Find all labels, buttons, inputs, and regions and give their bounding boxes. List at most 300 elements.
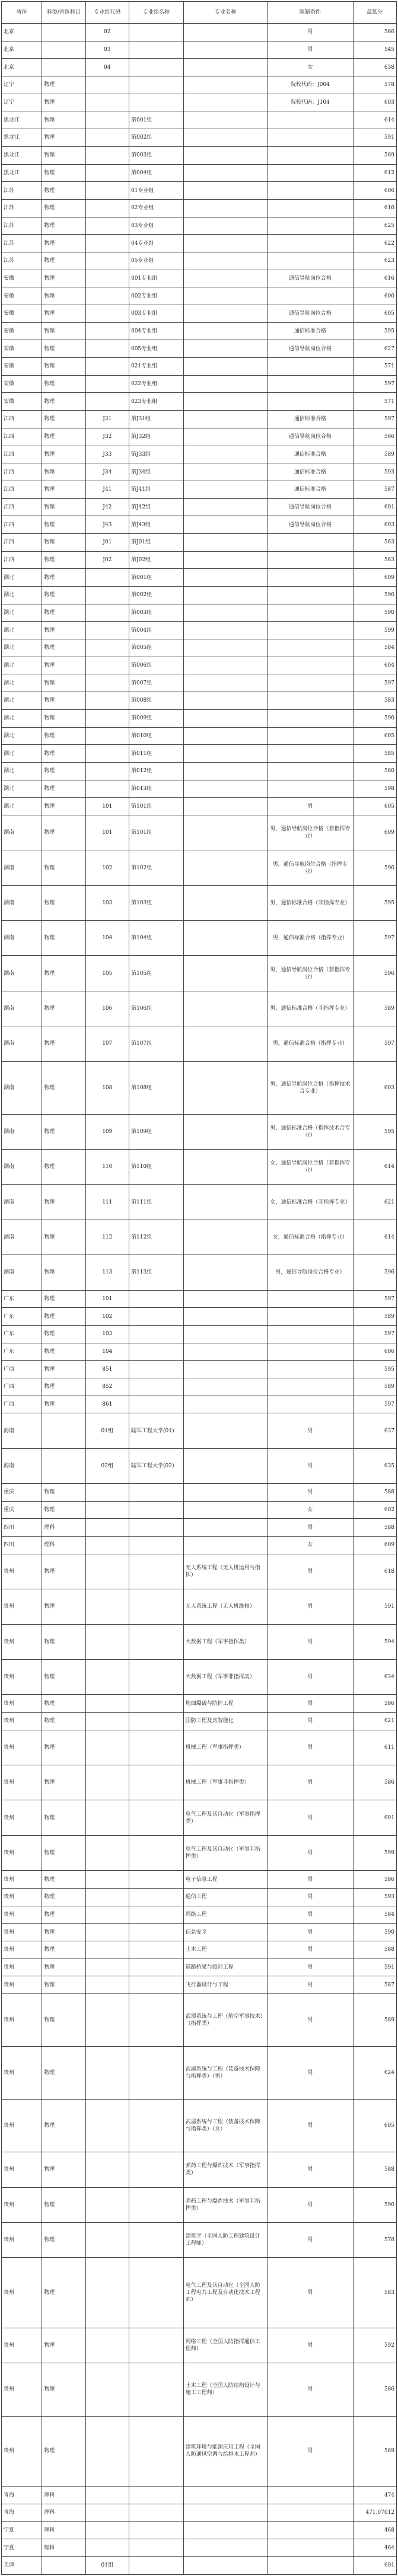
table-row [2, 1396, 397, 1413]
table-row [2, 1537, 397, 1554]
table-row [2, 94, 397, 111]
table-row [2, 551, 397, 569]
cell-group-name [129, 1519, 183, 1537]
cell-major-name: 网络工程 [183, 1906, 268, 1924]
cell-province: 海南 [2, 1448, 42, 1483]
cell-min-score: 590 [353, 604, 396, 622]
cell-subject: 物理 [42, 1378, 85, 1396]
table-row [2, 798, 397, 815]
table-row [2, 2363, 397, 2416]
cell-province: 贵州 [2, 1695, 42, 1713]
cell-group-code: 107 [85, 1026, 129, 1061]
cell-major-name [183, 727, 268, 745]
cell-min-score: 588 [353, 1941, 396, 1959]
cell-group-name: 第010组 [129, 727, 183, 745]
table-row [2, 2504, 397, 2521]
cell-group-name [129, 2539, 183, 2557]
cell-subject: 物理 [42, 727, 85, 745]
cell-province: 贵州 [2, 2152, 42, 2187]
cell-group-name: 第110组 [129, 1150, 183, 1185]
cell-restriction [268, 146, 353, 164]
cell-subject: 物理 [42, 375, 85, 393]
cell-major-name [183, 375, 268, 393]
cell-group-name [129, 1994, 183, 2047]
cell-province: 湖北 [2, 709, 42, 727]
table-row [2, 2328, 397, 2363]
table-row [2, 587, 397, 604]
cell-group-name: 第J32组 [129, 428, 183, 446]
table-row [2, 252, 397, 270]
cell-subject: 物理 [42, 2152, 85, 2187]
cell-subject: 物理 [42, 111, 85, 129]
cell-restriction [268, 657, 353, 674]
cell-min-score: 596 [353, 850, 396, 885]
cell-group-code [85, 709, 129, 727]
cell-group-code: 106 [85, 991, 129, 1026]
cell-group-name: 第J33组 [129, 446, 183, 463]
cell-restriction [268, 235, 353, 252]
cell-subject: 物理 [42, 850, 85, 885]
cell-province: 贵州 [2, 2363, 42, 2416]
cell-group-code [85, 1959, 129, 1976]
cell-province: 湖北 [2, 745, 42, 763]
cell-group-code: 04 [85, 59, 129, 76]
cell-subject: 物理 [42, 146, 85, 164]
cell-group-name [129, 1924, 183, 1941]
cell-subject: 物理 [42, 1906, 85, 1924]
cell-province: 贵州 [2, 2416, 42, 2487]
cell-group-code [85, 1501, 129, 1519]
cell-group-code [85, 1994, 129, 2047]
cell-restriction: 男 [268, 1484, 353, 1502]
table-row [2, 1695, 397, 1713]
cell-min-score: 563 [353, 533, 396, 551]
cell-major-name [183, 587, 268, 604]
cell-subject: 物理 [42, 1554, 85, 1589]
cell-subject: 物理 [42, 1589, 85, 1624]
cell-province: 贵州 [2, 1906, 42, 1924]
cell-major-name [183, 463, 268, 481]
cell-province: 贵州 [2, 2258, 42, 2328]
cell-restriction: 女 [268, 1537, 353, 1554]
table-row [2, 1554, 397, 1589]
cell-group-name: 023专业组 [129, 393, 183, 411]
cell-subject: 物理 [42, 1976, 85, 1994]
cell-province: 贵州 [2, 1624, 42, 1659]
cell-major-name [183, 2487, 268, 2504]
cell-province: 广东 [2, 1325, 42, 1343]
cell-group-name: 陆军工程大学(02) [129, 1448, 183, 1483]
cell-major-name: 机械工程（军事非指挥类） [183, 1765, 268, 1800]
table-row [2, 164, 397, 182]
cell-group-code: J33 [85, 446, 129, 463]
cell-subject: 物理 [42, 1959, 85, 1976]
table-row [2, 622, 397, 639]
table-row [2, 1026, 397, 1061]
cell-group-name: 第J31组 [129, 411, 183, 428]
cell-group-name: 第008组 [129, 692, 183, 710]
cell-restriction: 男 [268, 1959, 353, 1976]
cell-restriction: 男 [268, 1448, 353, 1483]
cell-major-name [183, 59, 268, 76]
cell-major-name: 弹药工程与爆炸技术（军事非指挥类） [183, 2187, 268, 2222]
cell-min-score: 566 [353, 428, 396, 446]
cell-group-name [129, 2521, 183, 2539]
cell-min-score: 614 [353, 1150, 396, 1185]
table-row [2, 1343, 397, 1361]
cell-restriction: 男，通信标准合格（指挥专业） [268, 921, 353, 956]
cell-min-score: 616 [353, 270, 396, 287]
table-row [2, 1906, 397, 1924]
cell-group-code [85, 358, 129, 376]
cell-subject: 物理 [42, 1325, 85, 1343]
cell-subject: 物理 [42, 129, 85, 147]
cell-subject: 物理 [42, 604, 85, 622]
cell-min-score: 621 [353, 1185, 396, 1220]
cell-restriction: 男，通信导航岗位合格（指挥专业） [268, 850, 353, 885]
cell-restriction: 通信标准合格 [268, 411, 353, 428]
cell-restriction [268, 2557, 353, 2575]
cell-subject: 理科 [42, 2539, 85, 2557]
cell-group-name [129, 1888, 183, 1906]
cell-major-name [183, 2557, 268, 2575]
cell-major-name [183, 516, 268, 534]
cell-major-name [183, 428, 268, 446]
cell-province: 广东 [2, 1343, 42, 1361]
cell-group-code: J34 [85, 463, 129, 481]
cell-group-code [85, 780, 129, 798]
cell-major-name [183, 287, 268, 305]
table-row [2, 41, 397, 59]
cell-major-name [183, 762, 268, 780]
cell-major-name [183, 815, 268, 850]
cell-subject [42, 59, 85, 76]
cell-min-score: 634 [353, 1659, 396, 1694]
cell-min-score: 625 [353, 217, 396, 235]
cell-restriction: 院校代码：J104 [268, 94, 353, 111]
cell-subject [42, 1413, 85, 1448]
cell-subject: 物理 [42, 2222, 85, 2257]
cell-province: 重庆 [2, 1501, 42, 1519]
cell-major-name [183, 1061, 268, 1114]
cell-province: 辽宁 [2, 94, 42, 111]
cell-group-code [85, 393, 129, 411]
cell-restriction: 男 [268, 1835, 353, 1870]
cell-min-score: 596 [353, 1255, 396, 1290]
cell-group-code: 103 [85, 885, 129, 920]
cell-major-name [183, 41, 268, 59]
cell-group-code [85, 1800, 129, 1835]
cell-major-name [183, 1114, 268, 1149]
table-row [2, 516, 397, 534]
cell-group-name [129, 2363, 183, 2416]
cell-province: 北京 [2, 59, 42, 76]
cell-province: 宁夏 [2, 2539, 42, 2557]
cell-group-name [129, 2152, 183, 2187]
cell-subject: 物理 [42, 252, 85, 270]
table-row [2, 235, 397, 252]
cell-province: 湖北 [2, 639, 42, 657]
cell-min-score: 603 [353, 94, 396, 111]
cell-major-name [183, 551, 268, 569]
cell-min-score: 596 [353, 956, 396, 991]
cell-restriction [268, 358, 353, 376]
cell-group-name [129, 2328, 183, 2363]
cell-major-name [183, 657, 268, 674]
table-row [2, 1976, 397, 1994]
cell-group-code [85, 76, 129, 94]
cell-group-code [85, 199, 129, 217]
cell-province: 江西 [2, 498, 42, 516]
cell-group-name [129, 1765, 183, 1800]
cell-restriction [268, 674, 353, 692]
cell-group-name: 第104组 [129, 921, 183, 956]
cell-major-name: 土木工程（全国人防结构设计与施工工程师） [183, 2363, 268, 2416]
cell-group-code [85, 1924, 129, 1941]
cell-province: 江西 [2, 516, 42, 534]
cell-major-name [183, 358, 268, 376]
table-row [2, 199, 397, 217]
table-row [2, 885, 397, 920]
table-row [2, 762, 397, 780]
cell-group-name: 005专业组 [129, 340, 183, 358]
cell-restriction: 男 [268, 1800, 353, 1835]
table-row [2, 287, 397, 305]
cell-major-name [183, 111, 268, 129]
cell-group-code [85, 2487, 129, 2504]
cell-major-name: 大数据工程（军事指挥类） [183, 1624, 268, 1659]
cell-subject: 物理 [42, 340, 85, 358]
table-row [2, 322, 397, 340]
cell-province: 安徽 [2, 305, 42, 323]
cell-group-name [129, 2487, 183, 2504]
cell-group-code [85, 1695, 129, 1713]
cell-group-code [85, 1906, 129, 1924]
cell-min-score: 566 [353, 24, 396, 41]
cell-major-name [183, 533, 268, 551]
cell-subject: 物理 [42, 446, 85, 463]
table-row [2, 270, 397, 287]
cell-province: 江西 [2, 481, 42, 498]
cell-subject: 物理 [42, 1484, 85, 1502]
cell-min-score: 627 [353, 340, 396, 358]
cell-subject [42, 41, 85, 59]
cell-province: 江西 [2, 411, 42, 428]
cell-province: 湖南 [2, 1185, 42, 1220]
cell-group-name: 第013组 [129, 780, 183, 798]
table-row [2, 1924, 397, 1941]
cell-group-name [129, 2047, 183, 2100]
cell-group-name: 第003组 [129, 604, 183, 622]
cell-min-score: 571 [353, 393, 396, 411]
cell-restriction [268, 375, 353, 393]
cell-province: 贵州 [2, 1713, 42, 1730]
cell-subject: 物理 [42, 393, 85, 411]
cell-restriction: 女 [268, 59, 353, 76]
cell-major-name [183, 1361, 268, 1378]
cell-min-score: 589 [353, 1378, 396, 1396]
cell-group-name [129, 1941, 183, 1959]
cell-group-name: 022专业组 [129, 375, 183, 393]
cell-min-score: 609 [353, 815, 396, 850]
cell-major-name [183, 1026, 268, 1061]
cell-group-name [129, 1290, 183, 1308]
cell-major-name [183, 498, 268, 516]
cell-major-name [183, 129, 268, 147]
cell-group-name: 陆军工程大学(01) [129, 1413, 183, 1448]
cell-group-name: 第005组 [129, 639, 183, 657]
cell-restriction: 女 [268, 1501, 353, 1519]
cell-group-code: 110 [85, 1150, 129, 1185]
cell-province: 安徽 [2, 287, 42, 305]
cell-major-name: 飞行器设计与工程 [183, 1976, 268, 1994]
cell-major-name [183, 1255, 268, 1290]
cell-min-score: 593 [353, 463, 396, 481]
cell-major-name [183, 1290, 268, 1308]
cell-major-name [183, 921, 268, 956]
cell-province: 贵州 [2, 1924, 42, 1941]
cell-subject: 物理 [42, 1713, 85, 1730]
cell-subject: 物理 [42, 1765, 85, 1800]
cell-subject: 理科 [42, 1537, 85, 1554]
cell-group-code [85, 2521, 129, 2539]
table-row [2, 481, 397, 498]
cell-group-name [129, 1624, 183, 1659]
cell-min-score: 594 [353, 1624, 396, 1659]
cell-subject: 物理 [42, 551, 85, 569]
cell-restriction: 男，通信导航岗位合格（非指挥专业） [268, 815, 353, 850]
cell-group-name: 第J42组 [129, 498, 183, 516]
cell-province: 广东 [2, 1290, 42, 1308]
cell-min-score: 589 [353, 991, 396, 1026]
cell-province: 黑龙江 [2, 111, 42, 129]
cell-group-name: 第109组 [129, 1114, 183, 1149]
cell-restriction: 通信导航岗位合格 [268, 340, 353, 358]
cell-min-score: 569 [353, 2416, 396, 2487]
table-row [2, 1941, 397, 1959]
cell-major-name [183, 569, 268, 587]
cell-major-name [183, 411, 268, 428]
cell-min-score: 601 [353, 2557, 396, 2575]
cell-subject: 物理 [42, 1220, 85, 1255]
cell-subject: 物理 [42, 674, 85, 692]
table-row [2, 2100, 397, 2152]
cell-group-code [85, 657, 129, 674]
cell-major-name [183, 2504, 268, 2521]
cell-subject: 物理 [42, 885, 85, 920]
cell-group-name [129, 2258, 183, 2328]
cell-province: 贵州 [2, 1730, 42, 1765]
cell-min-score: 599 [353, 1835, 396, 1870]
header-major-name: 专业名称 [183, 2, 268, 24]
cell-major-name [183, 1308, 268, 1326]
cell-province: 贵州 [2, 2222, 42, 2257]
cell-group-name [129, 1589, 183, 1624]
cell-group-code [85, 2222, 129, 2257]
cell-subject: 物理 [42, 2258, 85, 2328]
cell-major-name: 弹药工程与爆炸技术（军事指挥类） [183, 2152, 268, 2187]
table-row [2, 1448, 397, 1483]
cell-subject: 物理 [42, 498, 85, 516]
cell-group-code [85, 1765, 129, 1800]
cell-restriction: 男 [268, 1941, 353, 1959]
cell-subject: 物理 [42, 481, 85, 498]
cell-group-code [85, 2504, 129, 2521]
table-row [2, 780, 397, 798]
cell-group-code: 02 [85, 24, 129, 41]
cell-province: 黑龙江 [2, 146, 42, 164]
cell-subject: 物理 [42, 516, 85, 534]
cell-province: 湖南 [2, 1150, 42, 1185]
cell-province: 广西 [2, 1361, 42, 1378]
cell-major-name: 电气工程及其自动化（军事指挥类） [183, 1800, 268, 1835]
cell-min-score: 464 [353, 2539, 396, 2557]
cell-major-name [183, 674, 268, 692]
cell-min-score: 606 [353, 1343, 396, 1361]
cell-province: 安徽 [2, 340, 42, 358]
cell-province: 黑龙江 [2, 164, 42, 182]
cell-subject: 物理 [42, 358, 85, 376]
cell-min-score: 595 [353, 885, 396, 920]
cell-min-score: 591 [353, 1589, 396, 1624]
cell-min-score: 597 [353, 674, 396, 692]
cell-subject [42, 24, 85, 41]
cell-province: 江西 [2, 428, 42, 446]
cell-subject: 理科 [42, 1519, 85, 1537]
cell-min-score: 588 [353, 1484, 396, 1502]
cell-restriction [268, 2521, 353, 2539]
cell-subject: 物理 [42, 1941, 85, 1959]
cell-province: 湖南 [2, 921, 42, 956]
cell-province: 湖南 [2, 991, 42, 1026]
cell-group-code [85, 639, 129, 657]
cell-group-code [85, 2152, 129, 2187]
table-row [2, 2539, 397, 2557]
cell-province: 湖南 [2, 956, 42, 991]
table-row [2, 1484, 397, 1502]
cell-subject: 物理 [42, 322, 85, 340]
cell-major-name [183, 1396, 268, 1413]
table-row [2, 76, 397, 94]
cell-province: 湖北 [2, 798, 42, 815]
table-row [2, 533, 397, 551]
cell-province: 安徽 [2, 393, 42, 411]
cell-group-code [85, 1835, 129, 1870]
cell-subject: 物理 [42, 411, 85, 428]
cell-group-code [85, 1624, 129, 1659]
table-row [2, 815, 397, 850]
cell-major-name [183, 94, 268, 111]
cell-major-name [183, 305, 268, 323]
cell-restriction [268, 709, 353, 727]
cell-min-score: 614 [353, 1220, 396, 1255]
cell-group-code [85, 1554, 129, 1589]
cell-group-code [85, 692, 129, 710]
cell-group-name: 第107组 [129, 1026, 183, 1061]
cell-major-name [183, 1343, 268, 1361]
cell-province: 江苏 [2, 199, 42, 217]
cell-min-score: 609 [353, 569, 396, 587]
cell-major-name: 地面爆破与防护工程 [183, 1695, 268, 1713]
cell-min-score: 592 [353, 2328, 396, 2363]
cell-group-code: J31 [85, 411, 129, 428]
cell-major-name [183, 270, 268, 287]
cell-province: 安徽 [2, 270, 42, 287]
table-row [2, 1713, 397, 1730]
cell-restriction: 男，通信标准合格（非指挥专业） [268, 991, 353, 1026]
cell-group-name: 第112组 [129, 1220, 183, 1255]
cell-min-score: 580 [353, 762, 396, 780]
